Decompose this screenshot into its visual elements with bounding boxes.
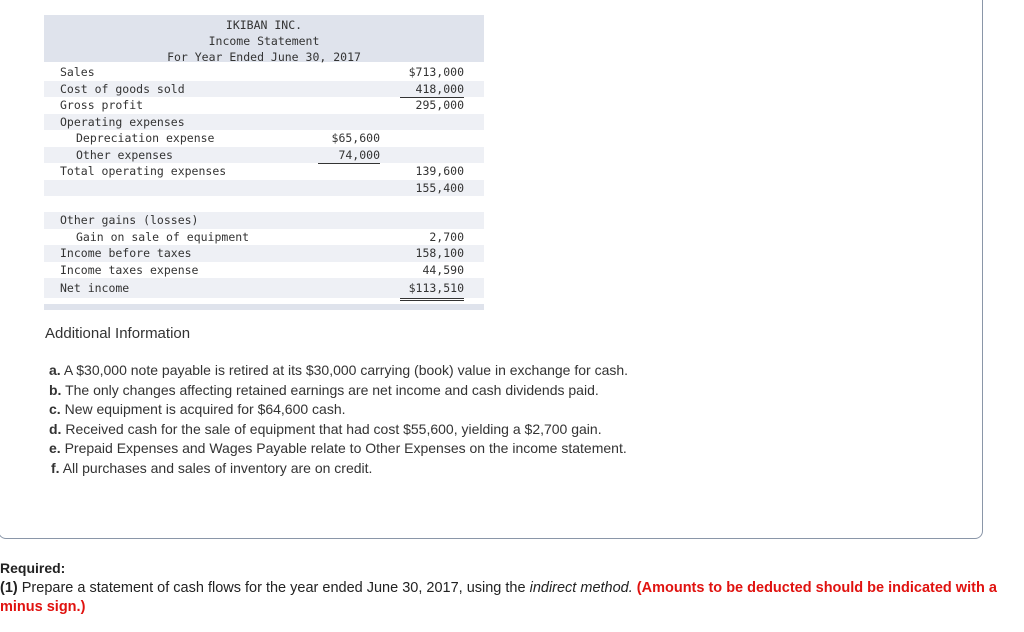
list-item: f. All purchases and sales of inventory are on credit. — [51, 459, 373, 476]
additional-info-title: Additional Information — [45, 325, 191, 342]
statement-header — [44, 15, 484, 62]
additional-info-list — [49, 361, 628, 478]
table-row: Other expenses 74,000 — [44, 147, 484, 164]
table-row: Depreciation expense $65,600 — [76, 131, 380, 145]
table-row: 155,400 — [44, 180, 484, 197]
table-row: Total operating expenses 139,600 — [44, 163, 484, 180]
company-name: IKIBAN INC. — [225, 18, 303, 32]
table-row — [44, 196, 484, 212]
table-row: Cost of goods sold 418,000 — [44, 81, 484, 98]
table-row: Operating expenses — [44, 114, 484, 131]
table-row: Income taxes expense 44,590 — [44, 262, 484, 279]
table-row: Gain on sale of equipment 2,700 — [44, 229, 484, 246]
required-number: (1) — [0, 580, 18, 596]
table-row: Gross profit 295,000 — [60, 98, 464, 112]
table-row: Income before taxes 158,100 — [44, 245, 484, 262]
table-row: Other gains (losses) — [44, 212, 484, 229]
required-instruction: Prepare a statement of cash flows for the year ended June 30, 2017, using the — [21, 580, 526, 596]
list-item: e. Prepaid Expenses and Wages Payable relate to Other Expenses on the income statement. — [49, 440, 627, 456]
required-heading: Required: — [0, 560, 66, 576]
required-text — [0, 579, 1000, 617]
table-row: Sales $713,000 — [60, 65, 464, 79]
required-method: indirect method. — [529, 580, 633, 596]
income-statement — [44, 15, 484, 310]
statement-title: Income Statement — [208, 34, 320, 48]
table-row: Net income $113,510 — [44, 278, 484, 298]
list-item: a. A $30,000 note payable is retired at its $30,000 carrying (book) value in exchange for cash. — [49, 362, 629, 378]
statement-period: For Year Ended June 30, 2017 — [167, 50, 361, 64]
list-item: d. Received cash for the sale of equipment that had cost $55,600, yielding a $2,700 gain. — [49, 420, 602, 437]
required-note: (Amounts to be deducted should be indicated with a minus sign.) — [0, 580, 997, 615]
list-item: b. The only changes affecting retained earnings are net income and cash dividends paid. — [49, 381, 599, 398]
statement-footer-bar — [44, 304, 484, 310]
list-item: c. New equipment is acquired for $64,600 cash. — [49, 401, 346, 417]
